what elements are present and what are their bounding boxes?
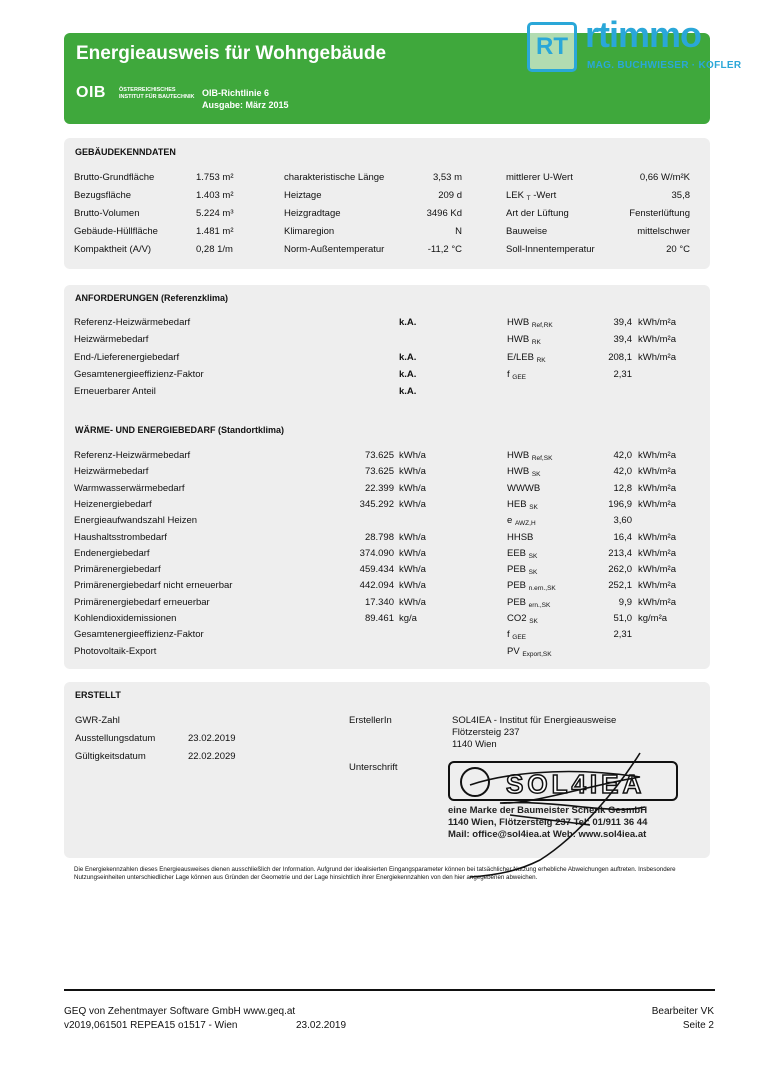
rt-logo-icon: RT — [527, 22, 577, 72]
issue-date-label: Ausstellungsdatum — [75, 733, 156, 744]
building-value: 1.481 m² — [196, 226, 234, 237]
demand-symbol — [507, 499, 538, 511]
footer-date: 23.02.2019 — [296, 1020, 347, 1031]
demand-absolute: 89.461 — [364, 613, 394, 624]
demand-symbol-symbol: HEB — [507, 498, 527, 510]
building-label — [506, 226, 547, 238]
demand-absolute: 22.399 — [364, 482, 394, 494]
demand-symbol-symbol: HWB — [507, 466, 530, 478]
requirement-symbol — [507, 369, 526, 381]
requirement-symbol — [507, 317, 553, 329]
demand-value: 213,4 — [608, 547, 632, 559]
demand-label: Photovoltaik-Export — [74, 645, 157, 657]
requirement-symbol-subscript: RK — [536, 357, 546, 364]
building-label-symbol: LEK — [506, 190, 524, 201]
creator-label: ErstellerIn — [349, 715, 392, 726]
demand-label: Warmwasserwärmebedarf — [74, 482, 185, 494]
building-value: 1.403 m² — [196, 190, 234, 201]
demand-absolute: 28.798 — [364, 531, 394, 543]
rtimmo-logo — [527, 14, 752, 78]
stamp-line-1: eine Marke der Baumeister Schenk GesmbH — [448, 805, 648, 816]
requirement-label: Erneuerbarer Anteil — [74, 386, 156, 397]
demand-absolute-unit: kWh/a — [399, 466, 426, 478]
requirement-value: 39,4 — [613, 334, 632, 345]
demand-label: Heizwärmebedarf — [74, 466, 149, 478]
demand-absolute: 345.292 — [359, 498, 394, 510]
building-label — [506, 172, 573, 184]
demand-symbol — [507, 450, 552, 462]
demand-value: 16,4 — [613, 531, 632, 543]
oib-text-line-2: INSTITUT FÜR BAUTECHNIK — [119, 94, 195, 100]
demand-absolute-unit: kWh/a — [399, 596, 426, 608]
building-data-panel — [64, 138, 710, 269]
building-label: Gebäude-Hüllfläche — [74, 226, 158, 237]
building-value: 0,28 1/m — [196, 244, 233, 255]
demand-symbol-subscript: Ref,SK — [531, 455, 553, 462]
demand-absolute: 374.090 — [359, 547, 394, 559]
demand-symbol-subscript: SK — [529, 503, 538, 511]
building-value: mittelschwer — [637, 226, 690, 237]
demand-label: Referenz-Heizwärmebedarf — [74, 450, 191, 461]
demand-label: Primärenergiebedarf nicht erneuerbar — [74, 580, 233, 592]
creator-line-2: Flötzersteig 237 — [452, 727, 520, 738]
stamp-line-3: Mail: office@sol4iea.at Web: www.sol4iea.at — [448, 829, 647, 840]
requirement-symbol-subscript: RK — [531, 339, 541, 346]
demand-symbol — [507, 466, 540, 478]
signature-label: Unterschrift — [349, 762, 398, 773]
demand-value: 252,1 — [608, 580, 632, 592]
demand-absolute-unit: kWh/a — [399, 564, 426, 576]
building-label — [506, 208, 569, 220]
demand-value: 51,0 — [613, 613, 632, 624]
demand-symbol-subscript: SK — [531, 471, 541, 479]
demand-symbol-symbol: f — [507, 629, 510, 641]
creator-line-1: SOL4IEA - Institut für Energieausweise — [452, 715, 617, 726]
demand-value: 12,8 — [613, 482, 632, 494]
demand-symbol-subscript: SK — [528, 569, 538, 577]
guideline-edition — [202, 87, 289, 111]
building-value: -11,2 °C — [427, 244, 462, 255]
demand-value: 42,0 — [613, 450, 632, 461]
building-label-subscript: T — [526, 195, 531, 202]
building-value: 20 °C — [666, 244, 690, 255]
demand-unit: kg/m²a — [638, 613, 668, 624]
building-label: Heizgradtage — [284, 208, 341, 219]
requirement-status: k.A. — [399, 352, 417, 363]
demand-symbol — [507, 613, 538, 625]
demand-value: 262,0 — [608, 564, 632, 576]
building-label-symbol: mittlerer U-Wert — [506, 172, 573, 183]
demand-symbol — [507, 580, 556, 592]
demand-symbol-symbol: PEB — [507, 564, 527, 576]
footer-divider — [64, 989, 715, 991]
demand-unit: kWh/m²a — [638, 466, 676, 478]
demand-label: Gesamtenergieeffizienz-Faktor — [74, 629, 204, 641]
demand-unit: kWh/m²a — [638, 498, 676, 510]
building-label: Heiztage — [284, 190, 322, 201]
demand-symbol-symbol: CO2 — [507, 613, 527, 624]
building-value: N — [455, 226, 462, 237]
demand-symbol-subscript: n.ern.,SK — [528, 585, 556, 593]
demand-symbol — [507, 646, 552, 658]
demand-symbol-symbol: PEB — [507, 580, 527, 592]
demand-symbol — [507, 629, 526, 641]
created-title: ERSTELLT — [75, 690, 121, 700]
footer-version: v2019,061501 REPEA15 o1517 - Wien — [64, 1020, 238, 1031]
requirements-title: ANFORDERUNGEN (Referenzklima) — [75, 293, 229, 303]
building-value: 209 d — [438, 190, 462, 201]
disclaimer-text: Die Energiekennzahlen dieses Energieausweises dienen ausschließlich der Information. Aufgrund der idealisierten Eingangsparameter können bei tatsächlicher Nutzung erhebliche Abweichungen auftreten. Insbesondere Nutzungseinheiten unterschiedlicher Lage können aus Gründen der Geometrie und der Lage hinsichtlich ihrer Energiekennzahlen von den hier angegebenen abweichen. — [74, 866, 676, 881]
demand-value: 42,0 — [613, 466, 632, 478]
requirement-symbol — [507, 352, 546, 364]
demand-value: 2,31 — [613, 629, 632, 641]
demand-symbol-subscript: SK — [529, 618, 538, 625]
gwr-label: GWR-Zahl — [75, 715, 120, 726]
demand-absolute-unit: kWh/a — [399, 580, 426, 592]
building-label: Brutto-Volumen — [74, 208, 140, 219]
requirement-status: k.A. — [399, 369, 417, 380]
building-label: Brutto-Grundfläche — [74, 172, 155, 183]
building-value: 0,66 W/m²K — [639, 172, 690, 183]
demand-label: Primärenergiebedarf — [74, 564, 161, 576]
demand-absolute: 17.340 — [364, 596, 394, 608]
building-label-symbol: Art der Lüftung — [506, 208, 569, 219]
oib-text-line-1: ÖSTERREICHISCHES — [119, 87, 176, 93]
demand-absolute-unit: kg/a — [399, 613, 417, 624]
building-value: 3496 Kd — [426, 208, 462, 219]
building-label-symbol: Soll-Innentemperatur — [506, 244, 595, 255]
requirement-symbol — [507, 334, 541, 346]
demand-unit: kWh/m²a — [638, 482, 676, 494]
demand-label: Endenergiebedarf — [74, 547, 150, 559]
demand-symbol-symbol: PEB — [507, 596, 527, 608]
demand-symbol-subscript: SK — [528, 552, 538, 560]
building-label: Klimaregion — [284, 226, 335, 237]
demand-symbol-symbol: WWWB — [507, 482, 541, 494]
demand-absolute-unit: kWh/a — [399, 531, 426, 543]
demand-absolute-unit: kWh/a — [399, 450, 426, 461]
demand-unit: kWh/m²a — [638, 547, 676, 559]
requirements-panel — [64, 285, 710, 669]
requirement-unit: kWh/m²a — [638, 352, 676, 363]
oib-logo — [76, 84, 195, 102]
demand-unit: kWh/m²a — [638, 596, 676, 608]
requirement-status: k.A. — [399, 317, 417, 328]
building-value: 1.753 m² — [196, 172, 234, 183]
brand-subtitle: MAG. BUCHWIESER · KOFLER — [587, 60, 742, 71]
demand-value: 196,9 — [608, 498, 632, 510]
demand-symbol — [507, 548, 537, 560]
requirement-value: 39,4 — [613, 317, 632, 328]
requirement-symbol-subscript: Ref,RK — [531, 322, 553, 329]
requirement-label: End-/Lieferenergiebedarf — [74, 352, 180, 363]
requirement-value: 2,31 — [613, 369, 632, 380]
demand-absolute: 459.434 — [359, 564, 394, 576]
edition-label: Ausgabe: März 2015 — [202, 100, 289, 110]
creator-line-3: 1140 Wien — [452, 739, 497, 750]
demand-absolute: 73.625 — [364, 466, 394, 478]
building-value: 35,8 — [671, 190, 690, 201]
demand-symbol — [507, 564, 537, 576]
demand-label: Energieaufwandszahl Heizen — [74, 515, 198, 527]
demand-symbol-symbol: PV — [507, 645, 520, 657]
valid-date-value: 22.02.2029 — [188, 751, 236, 762]
valid-date-label: Gültigkeitsdatum — [75, 751, 146, 762]
requirement-symbol-symbol: HWB — [507, 334, 530, 345]
stamp-name: SOL4IEA — [506, 769, 646, 799]
building-label — [506, 244, 595, 256]
building-label: Norm-Außentemperatur — [284, 244, 385, 255]
requirement-symbol-subscript: GEE — [512, 374, 527, 381]
demand-symbol — [507, 532, 533, 544]
requirement-symbol-symbol: HWB — [507, 317, 530, 328]
demand-symbol-symbol: e — [507, 515, 513, 527]
demand-absolute: 442.094 — [359, 580, 394, 592]
demand-label: Haushaltsstrombedarf — [74, 531, 167, 543]
requirement-unit: kWh/m²a — [638, 334, 676, 345]
requirement-label: Gesamtenergieeffizienz-Faktor — [74, 369, 204, 380]
demand-absolute: 73.625 — [364, 450, 394, 461]
building-value: 5.224 m³ — [196, 208, 234, 219]
building-value: 3,53 m — [432, 172, 462, 183]
requirement-value: 208,1 — [608, 352, 632, 363]
demand-symbol-symbol: HWB — [507, 450, 530, 461]
demand-title: WÄRME- UND ENERGIEBEDARF (Standortklima) — [75, 425, 285, 435]
building-label: Bezugsfläche — [74, 190, 132, 201]
stamp-line-2: 1140 Wien, Flötzersteig 237 Tel: 01/911 36 44 — [448, 817, 648, 828]
building-value: Fensterlüftung — [629, 208, 690, 219]
handwritten-signature — [440, 745, 680, 885]
demand-value: 3,60 — [613, 515, 632, 527]
document-title: Energieausweis für Wohngebäude — [76, 43, 387, 64]
demand-unit: kWh/m²a — [638, 564, 676, 576]
demand-label: Kohlendioxidemissionen — [74, 613, 177, 624]
demand-unit: kWh/m²a — [638, 531, 676, 543]
demand-value: 9,9 — [618, 596, 632, 608]
demand-symbol — [507, 515, 536, 527]
demand-absolute-unit: kWh/a — [399, 498, 426, 510]
demand-unit: kWh/m²a — [638, 580, 676, 592]
demand-symbol-subscript: GEE — [512, 634, 527, 642]
demand-symbol — [507, 597, 550, 609]
issue-date-value: 23.02.2019 — [188, 733, 236, 744]
requirement-symbol-symbol: f — [507, 369, 510, 380]
building-label-suffix: -Wert — [530, 190, 557, 201]
footer-page: Seite 2 — [682, 1020, 714, 1031]
footer-editor: Bearbeiter VK — [651, 1006, 714, 1017]
demand-unit: kWh/m²a — [638, 450, 676, 461]
requirement-unit: kWh/m²a — [638, 317, 676, 328]
building-data-title: GEBÄUDEKENNDATEN — [75, 147, 176, 157]
building-label — [506, 190, 556, 202]
building-label: charakteristische Länge — [284, 172, 385, 183]
brand-name: rtimmo — [585, 14, 702, 55]
demand-symbol-symbol: HHSB — [507, 531, 534, 543]
requirement-label: Heizwärmebedarf — [74, 334, 149, 345]
oib-mark: OIB — [76, 84, 106, 101]
building-label-symbol: Bauweise — [506, 226, 548, 237]
demand-absolute-unit: kWh/a — [399, 482, 426, 494]
requirement-status: k.A. — [399, 386, 417, 397]
demand-symbol-subscript: Export,SK — [522, 650, 552, 658]
demand-symbol-subscript: ern.,SK — [528, 601, 551, 609]
demand-label: Primärenergiebedarf erneuerbar — [74, 596, 210, 608]
requirement-symbol-symbol: E/LEB — [507, 352, 534, 363]
demand-symbol-subscript: AWZ,H — [514, 520, 536, 528]
guideline-label: OIB-Richtlinie 6 — [202, 88, 270, 98]
demand-absolute-unit: kWh/a — [399, 547, 426, 559]
footer-software: GEQ von Zehentmayer Software GmbH www.geq.at — [64, 1006, 296, 1017]
demand-symbol-symbol: EEB — [507, 547, 527, 559]
demand-label: Heizenergiebedarf — [74, 498, 152, 510]
requirement-label: Referenz-Heizwärmebedarf — [74, 317, 191, 328]
demand-symbol — [507, 483, 540, 495]
building-label: Kompaktheit (A/V) — [74, 244, 152, 255]
